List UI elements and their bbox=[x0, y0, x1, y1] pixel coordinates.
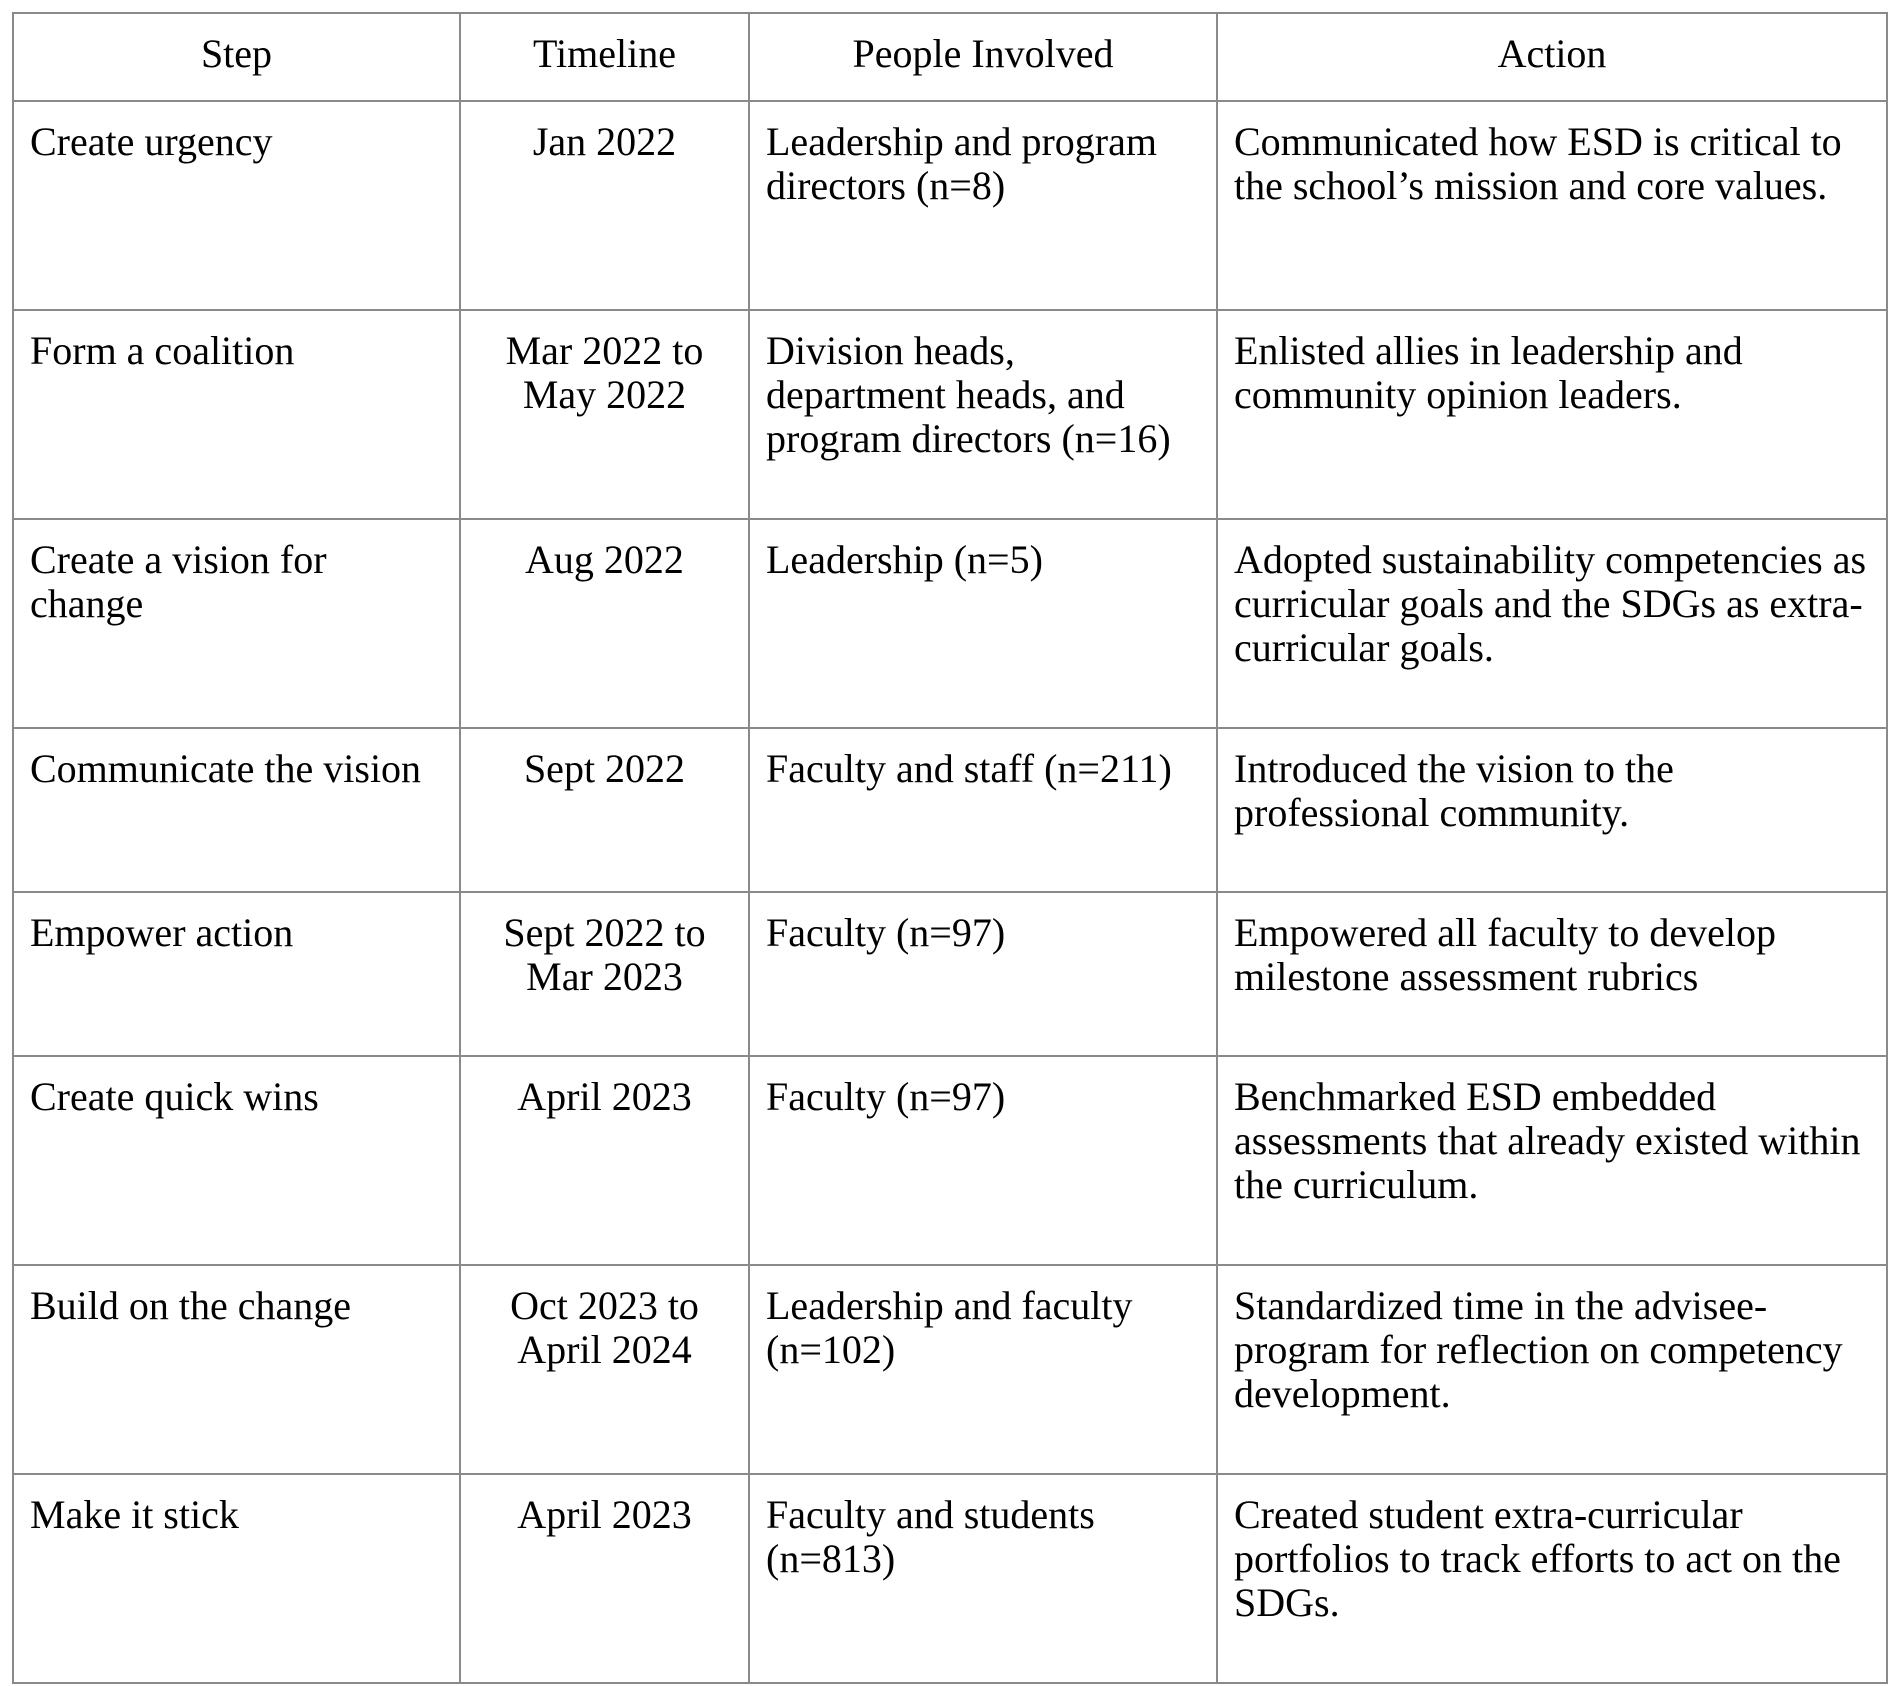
change-steps-table bbox=[12, 12, 1888, 1684]
cell-action: Communicated how ESD is critical to the school’s mission and core values. bbox=[1217, 101, 1887, 310]
header-people-involved: People Involved bbox=[749, 13, 1217, 101]
table-row bbox=[13, 892, 1887, 1056]
table-row bbox=[13, 310, 1887, 519]
cell-people-involved: Faculty (n=97) bbox=[749, 1056, 1217, 1265]
table-row bbox=[13, 519, 1887, 728]
header-action: Action bbox=[1217, 13, 1887, 101]
cell-timeline: Sept 2022 to Mar 2023 bbox=[460, 892, 749, 1056]
cell-step: Create quick wins bbox=[13, 1056, 460, 1265]
cell-timeline: Sept 2022 bbox=[460, 728, 749, 892]
cell-action: Benchmarked ESD embedded assessments that already existed within the curriculum. bbox=[1217, 1056, 1887, 1265]
cell-timeline: Aug 2022 bbox=[460, 519, 749, 728]
cell-action: Introduced the vision to the professional community. bbox=[1217, 728, 1887, 892]
cell-step: Create a vision for change bbox=[13, 519, 460, 728]
cell-action: Empowered all faculty to develop milestone assessment rubrics bbox=[1217, 892, 1887, 1056]
cell-step: Build on the change bbox=[13, 1265, 460, 1474]
cell-step: Create urgency bbox=[13, 101, 460, 310]
cell-action: Enlisted allies in leadership and community opinion leaders. bbox=[1217, 310, 1887, 519]
table-row bbox=[13, 1474, 1887, 1683]
header-step: Step bbox=[13, 13, 460, 101]
cell-people-involved: Faculty and students (n=813) bbox=[749, 1474, 1217, 1683]
cell-action: Created student extra-curricular portfolios to track efforts to act on the SDGs. bbox=[1217, 1474, 1887, 1683]
table-header-row bbox=[13, 13, 1887, 101]
cell-timeline: Jan 2022 bbox=[460, 101, 749, 310]
cell-people-involved: Leadership (n=5) bbox=[749, 519, 1217, 728]
cell-timeline: April 2023 bbox=[460, 1056, 749, 1265]
cell-step: Empower action bbox=[13, 892, 460, 1056]
cell-step: Communicate the vision bbox=[13, 728, 460, 892]
table-row bbox=[13, 101, 1887, 310]
table-row bbox=[13, 1265, 1887, 1474]
table-row bbox=[13, 1056, 1887, 1265]
cell-people-involved: Leadership and program directors (n=8) bbox=[749, 101, 1217, 310]
cell-people-involved: Faculty and staff (n=211) bbox=[749, 728, 1217, 892]
cell-people-involved: Leadership and faculty (n=102) bbox=[749, 1265, 1217, 1474]
cell-step: Form a coalition bbox=[13, 310, 460, 519]
cell-people-involved: Division heads, department heads, and program directors (n=16) bbox=[749, 310, 1217, 519]
cell-action: Standardized time in the advisee-program for reflection on competency development. bbox=[1217, 1265, 1887, 1474]
cell-timeline: April 2023 bbox=[460, 1474, 749, 1683]
cell-people-involved: Faculty (n=97) bbox=[749, 892, 1217, 1056]
table-row bbox=[13, 728, 1887, 892]
cell-timeline: Oct 2023 to April 2024 bbox=[460, 1265, 749, 1474]
cell-action: Adopted sustainability competencies as curricular goals and the SDGs as extra-curricular goals. bbox=[1217, 519, 1887, 728]
header-timeline: Timeline bbox=[460, 13, 749, 101]
cell-step: Make it stick bbox=[13, 1474, 460, 1683]
cell-timeline: Mar 2022 to May 2022 bbox=[460, 310, 749, 519]
